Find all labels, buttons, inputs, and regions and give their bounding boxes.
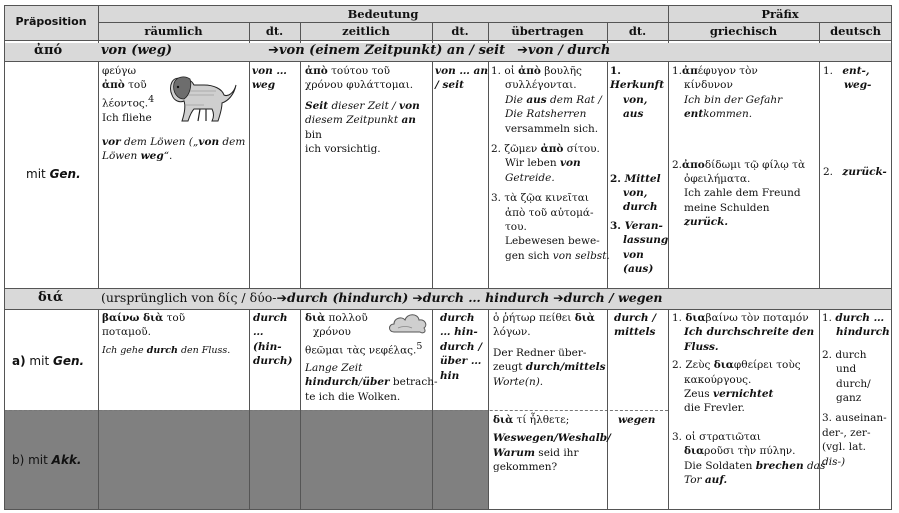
- rule-sub-header: [98, 22, 892, 23]
- rule-apo-bottom: [4, 288, 892, 289]
- header-bedeutung: Bedeutung: [347, 7, 419, 21]
- header-dt-3: dt.: [628, 24, 647, 38]
- apo-figurative-examples: 1. οἱ ἀπὸ βουλῆς συλλέγονται. Die aus dem Rat / Die Ratsherren versammeln sich. 2. ζῶμεν ἀπὸ σίτου. Wir leben von Getreide. 3. τὰ ζῷα κινεῖται ἀπὸ τοῦ αὐτομά- του. Lebewesen bewe- gen sich von selbst.: [491, 65, 610, 262]
- rule-v1-apo: [98, 61, 99, 288]
- apo-temporal-example: ἀπὸ τούτου τοῦ χρόνου φυλάττομαι. Seit dieser Zeit / von diesem Zeitpunkt an bin ich vorsichtig.: [305, 65, 420, 156]
- header-praeposition: Präposition: [15, 15, 87, 28]
- dia-band-text: (ursprünglich von δίς / δύο-➔durch (hindurch) ➔durch … hindurch ➔durch / wegen: [101, 290, 663, 305]
- apo-figurative-dt: 1. Herkunft von, aus 2. Mittel von, durch 3. Veran- lassung von (aus): [610, 65, 669, 276]
- dia-deutsch-prefix: 1. durch … hindurch 2. durch und durch/ ganz 3. auseinan- der-, zer- (vgl. lat. dis-): [822, 312, 890, 468]
- dia-greek-prefix: 1. διαβαίνω τὸν ποταμόν Ich durchschreite den Fluss. 2. Ζεὺς διαφθείρει τοὺς κακούργους. Zeus vernichtet die Frevler. 3. οἱ στρατιῶται διαροῦσι τὴν πύλην. Die Soldaten brechen das Tor auf.: [672, 312, 826, 487]
- dia-spatial-example: βαίνω διὰ τοῦ ποταμοῦ. Ich gehe durch den Fluss.: [102, 312, 231, 356]
- rule-v3-dia: [300, 309, 301, 510]
- dia-figurative-akk-dt: wegen: [618, 414, 656, 426]
- dia-word: διά: [38, 290, 63, 305]
- cloud-icon: [388, 310, 428, 336]
- header-griechisch: griechisch: [709, 24, 778, 38]
- apo-greek-prefix: 1.ἀπέφυγον τὸν κίνδυνον Ich bin der Gefahr entkommen. 2.ἀποδίδωμι τῷ φίλῳ τὰ ὀφειλήματα. Ich zahle dem Freund meine Schulden zurück.: [672, 65, 806, 229]
- dia-figurative-akk: διὰ τί ἦλθετε; Weswegen/Weshalb/ Warum seid ihr gekommen?: [493, 414, 611, 474]
- apo-deutsch-prefix: 1. ent-, weg- 2. zurück-: [823, 65, 887, 178]
- dia-figurative-gen: ὁ ῥήτωρ πείθει διὰ λόγων. Der Redner über- zeugt durch/mittels Worte(n).: [493, 312, 606, 388]
- dia-figurative-gen-dt: durch / mittels: [614, 312, 657, 339]
- dia-gen-label: a) mit Gen.: [12, 354, 85, 368]
- header-dt-2: dt.: [451, 24, 469, 38]
- apo-spatial-example: φεύγω ἀπὸ τοῦ λέοντος.$^4$ Ich fliehe: [102, 65, 155, 124]
- rule-top: [4, 5, 892, 6]
- header-zeitlich: zeitlich: [342, 24, 390, 38]
- dia-spatial-dt: durch … (hin- durch): [253, 312, 293, 368]
- apo-spatial-dt: von … weg: [252, 65, 287, 92]
- rule-v7-apo: [668, 61, 669, 288]
- dia-temporal-dt: durch … hin- durch / über … hin: [440, 312, 483, 382]
- dia-temporal-example: διὰ πολλοῦ χρόνου θεῶμαι τὰς νεφέλας.$^5$ Lange Zeit hindurch/über betrach- te ich die Wolken.: [305, 312, 438, 403]
- header-praefix: Präfix: [761, 7, 799, 21]
- rule-bottom: [4, 509, 892, 510]
- rule-apo-band: [4, 61, 892, 62]
- rule-v5-dia: [488, 309, 489, 510]
- preposition-table: [4, 5, 892, 510]
- apo-band-text: von (weg) ➔von (einem Zeitpunkt) an / seit ➔von / durch: [101, 43, 611, 58]
- rule-v5-apo: [488, 61, 489, 288]
- header-dt-1: dt.: [265, 24, 284, 38]
- rule-v2-apo: [249, 61, 250, 288]
- rule-v3-apo: [300, 61, 301, 288]
- header-raeumlich: räumlich: [144, 24, 203, 38]
- rule-gen-akk: [4, 410, 668, 411]
- header-deutsch: deutsch: [830, 24, 881, 38]
- dia-akk-label: b) mit Akk.: [12, 453, 82, 467]
- apo-case-label: mit Gen.: [26, 167, 81, 181]
- apo-spatial-de: vor dem Löwen („von dem Löwen weg“.: [102, 136, 246, 163]
- rule-header-bottom: [4, 40, 892, 41]
- rule-v1-dia: [98, 309, 99, 510]
- rule-v7-dia: [668, 309, 669, 510]
- apo-temporal-dt: von … an / seit: [435, 65, 488, 92]
- rule-left: [4, 5, 5, 510]
- lion-icon: [164, 65, 240, 127]
- apo-word: ἀπό: [34, 43, 63, 58]
- rule-dia-band: [4, 309, 892, 310]
- header-uebertragen: übertragen: [511, 24, 584, 38]
